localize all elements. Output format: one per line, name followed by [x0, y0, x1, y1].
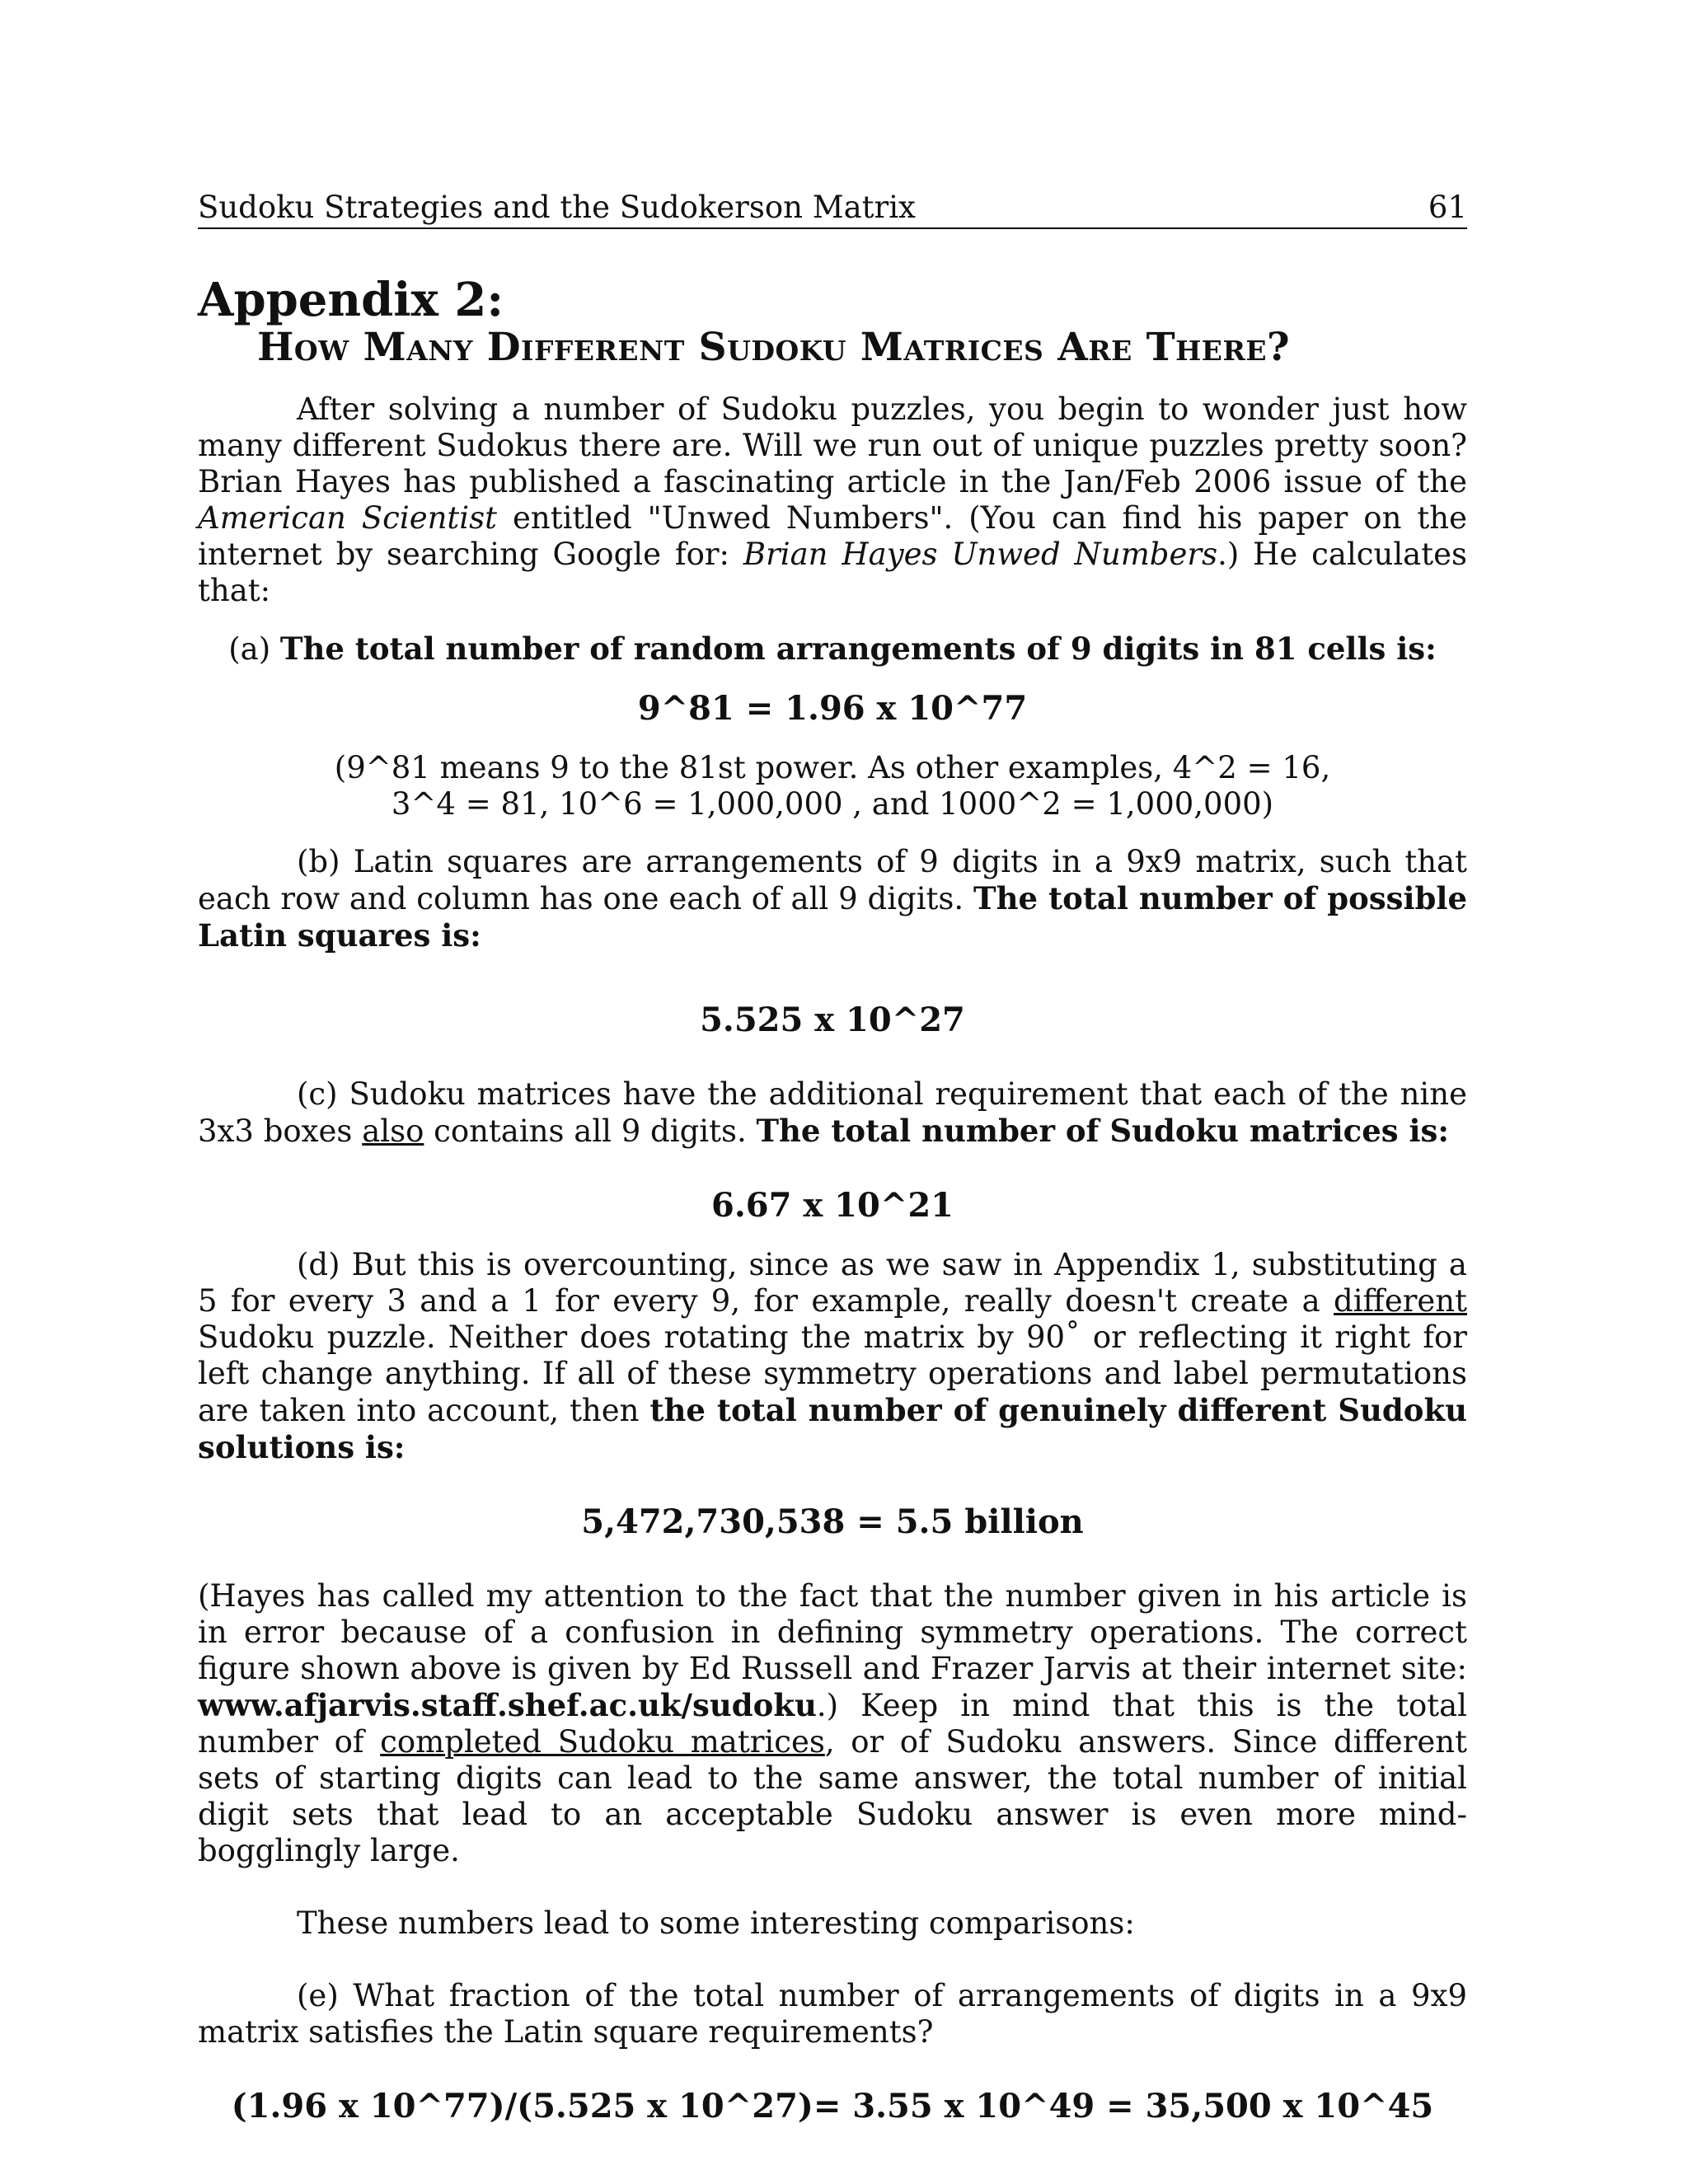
- item-a-equation: 9^81 = 1.96 x 10^77: [637, 689, 1028, 729]
- running-header: [198, 190, 1467, 229]
- item-c-bold: The total number of Sudoku matrices is:: [756, 1113, 1450, 1150]
- intro-text-3: .) He calculates that:: [198, 537, 1467, 609]
- item-d-underline: different: [1334, 1283, 1467, 1319]
- item-b-equation: 5.525 x 10^27: [700, 1001, 965, 1040]
- running-title: Sudoku Strategies and the Sudokerson Matrix: [198, 190, 916, 225]
- intro-text-1: After solving a number of Sudoku puzzles, you begin to wonder just how many different Sudokus there are. Will we run out of unique puzzles pretty soon? Brian Hayes has published a fascinating article in the Jan/Feb 2006 issue of the: [198, 391, 1467, 500]
- item-b-text: (b) Latin squares are arrangements of 9 digits in a 9x9 matrix, such that each row and column has one each of all 9 digits.: [198, 844, 1467, 917]
- item-e-paragraph: (e) What fraction of the total number of arrangements of digits in a 9x9 matrix satisfies the Latin square requirements?: [198, 1978, 1467, 2050]
- item-a-statement: [198, 630, 1467, 668]
- appendix-title: Appendix 2:: [198, 273, 504, 328]
- item-c-equation: 6.67 x 10^21: [711, 1186, 954, 1226]
- item-d-equation: 5,472,730,538 = 5.5 billion: [581, 1502, 1084, 1542]
- hayes-paragraph: [198, 1578, 1467, 1869]
- hayes-text-1: (Hayes has called my attention to the fact that the number given in his article is in error because of a confusion in defining symmetry operations. The correct figure shown above is given by Ed Russell and Frazer Jarvis at their internet site:: [198, 1578, 1467, 1687]
- hayes-text-3: , or of Sudoku answers. Since different sets of starting digits can lead to the same answer, the total number of initial digit sets that lead to an acceptable Sudoku answer is even more mind-bogglingly large.: [198, 1724, 1467, 1869]
- item-d-text-2: Sudoku puzzle. Neither does rotating the matrix by 90˚ or reflecting it right for left change anything. If all of these symmetry operations and label permutations are taken into account, then: [198, 1319, 1467, 1429]
- appendix-subtitle: How Many Different Sudoku Matrices Are There?: [257, 325, 1291, 371]
- intro-paragraph: [198, 391, 1467, 609]
- intro-text-2: entitled "Unwed Numbers". (You can find his paper on the internet by searching Google for:: [198, 500, 1467, 573]
- search-phrase: Brian Hayes Unwed Numbers: [743, 537, 1218, 573]
- page-number: 61: [1428, 190, 1467, 225]
- item-a-note-line-1: (9^81 means 9 to the 81st power. As other examples, 4^2 = 16,: [334, 750, 1331, 786]
- document-page: [198, 190, 1467, 2126]
- item-a-bold: The total number of random arrangements of 9 digits in 81 cells is:: [279, 630, 1437, 668]
- item-d-text-1: (d) But this is overcounting, since as we saw in Appendix 1, substituting a 5 for every 3 and a 1 for every 9, for example, really doesn't create a: [198, 1247, 1467, 1319]
- item-c-paragraph: [198, 1076, 1467, 1150]
- item-b-paragraph: [198, 844, 1467, 954]
- item-c-text-1: (c) Sudoku matrices have the additional requirement that each of the nine 3x3 boxes: [198, 1076, 1467, 1150]
- hayes-underline: completed Sudoku matrices: [380, 1724, 825, 1760]
- item-c-underline: also: [362, 1113, 424, 1150]
- journal-name: American Scientist: [198, 500, 497, 537]
- hayes-text-2: .) Keep in mind that this is the total number of: [198, 1688, 1467, 1760]
- item-a-note-line-2: 3^4 = 81, 10^6 = 1,000,000 , and 1000^2 = 1,000,000): [391, 786, 1274, 823]
- item-d-paragraph: [198, 1247, 1467, 1466]
- item-b-bold: The total number of possible Latin squares is:: [198, 880, 1467, 954]
- item-c-text-2: contains all 9 digits.: [424, 1113, 757, 1150]
- comparisons-paragraph: These numbers lead to some interesting comparisons:: [297, 1905, 1135, 1942]
- jarvis-url: www.afjarvis.staff.shef.ac.uk/sudoku: [198, 1687, 817, 1724]
- item-d-bold: the total number of genuinely different Sudoku solutions is:: [198, 1392, 1467, 1466]
- item-a-label: (a): [228, 631, 280, 668]
- item-e-equation: (1.96 x 10^77)/(5.525 x 10^27)= 3.55 x 10^49 = 35,500 x 10^45: [231, 2087, 1434, 2126]
